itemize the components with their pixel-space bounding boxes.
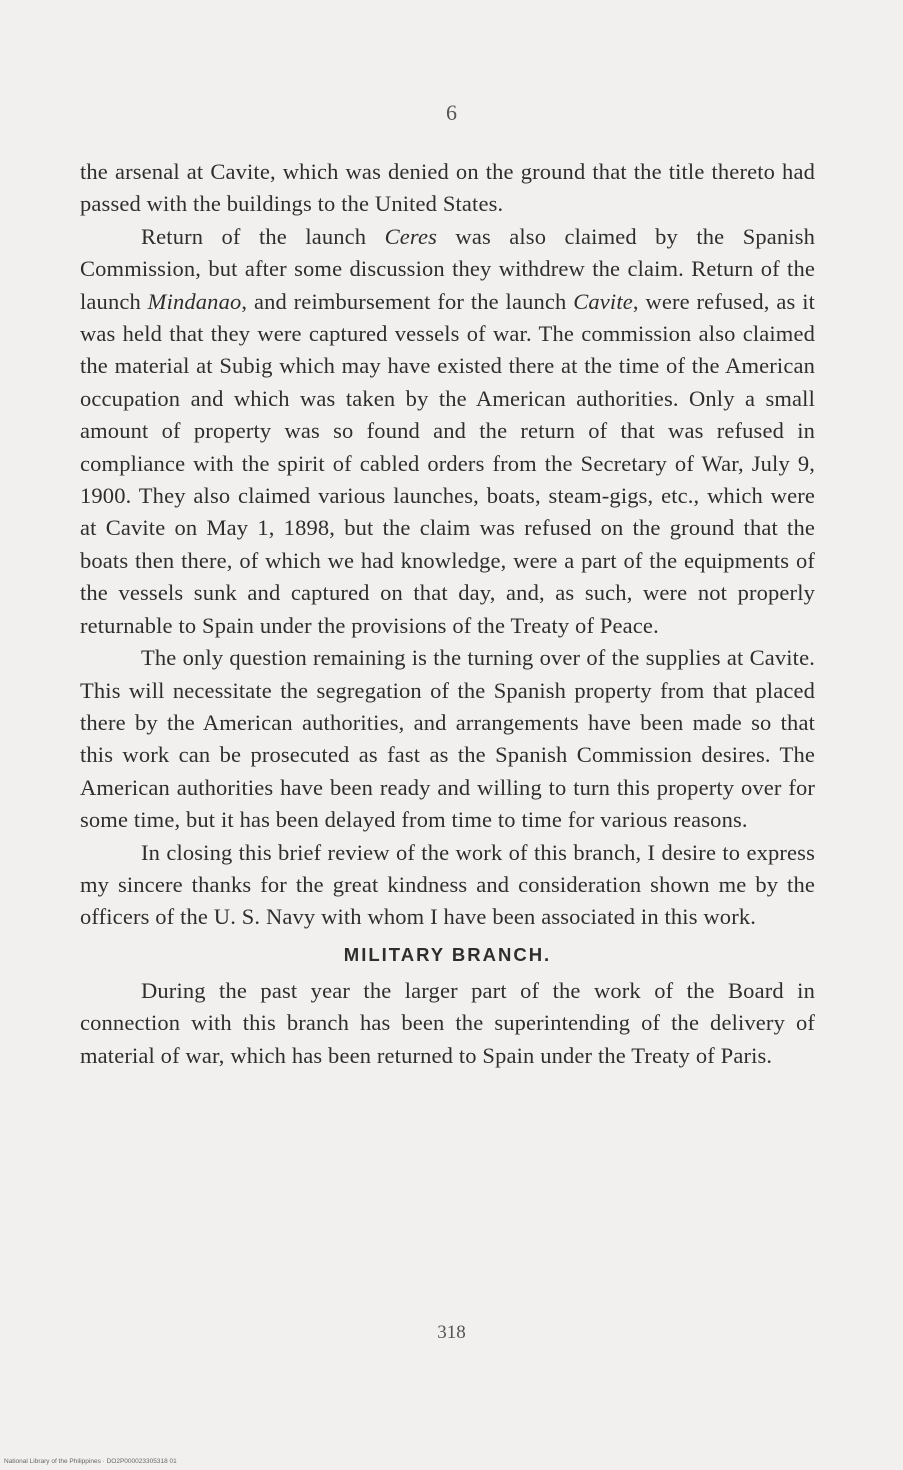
folio-number: 318: [437, 1322, 466, 1343]
paragraph-supplies: The only question remaining is the turning over of the supplies at Cavite. This will necessitate the segregation of the Spanish property from that placed there by the American authorities, and arrangements have been made so that this work can be prosecuted as fast as the Spanish Commission desires. The American authorities have been ready and willing to turn this property over for some time, but it has been delayed from time to time for various reasons.: [80, 645, 815, 833]
paragraph-continuation: the arsenal at Cavite, which was denied on the ground that the title thereto had passed with the buildings to the United States.: [80, 159, 815, 217]
text-segment: , and reimbursement for the launch: [241, 288, 574, 314]
footer-credit: National Library of the Philippines · DO2P000023305318 01: [4, 1458, 177, 1465]
paragraph-closing: In closing this brief review of the work of this branch, I desire to express my sincere thanks for the great kindness and consideration shown me by the officers of the U. S. Navy with whom I have been associated in this work.: [80, 839, 815, 930]
vessel-name-mindanao: Mindanao: [147, 288, 242, 314]
body-text: [80, 156, 815, 1072]
text-segment: , were refused, as it was held that they were captured vessels of war. The commission also claimed the material at Subig which may have existed there at the time of the American occupation and which was taken by the American authorities. Only a small amount of property was so found and the return of that was refused in compliance with the spirit of cabled orders from the Secretary of War, July 9, 1900. They also claimed various launches, boats, steam-gigs, etc., which were at Cavite on May 1, 1898, but the claim was refused on the ground that the boats then there, of which we had knowledge, were a part of the equipments of the vessels sunk and captured on that day, and, as such, were not properly returnable to Spain under the provisions of the Treaty of Peace.: [80, 288, 816, 638]
paragraph-launch-claims: [80, 221, 815, 642]
page-number: 6: [446, 100, 457, 125]
text-segment: Return of the launch: [141, 223, 385, 249]
text-segment: was also claimed by the Spanish Commission, but after some discussion they withdrew the claim. Return of the launch: [80, 223, 815, 314]
paragraph-military-branch: During the past year the larger part of the work of the Board in connection with this branch has been the superintending of the delivery of material of war, which has been returned to Spain under the Treaty of Paris.: [80, 977, 815, 1068]
vessel-name-ceres: Ceres: [384, 223, 438, 249]
section-heading: MILITARY BRANCH.: [343, 943, 552, 965]
vessel-name-cavite: Cavite: [573, 288, 633, 314]
